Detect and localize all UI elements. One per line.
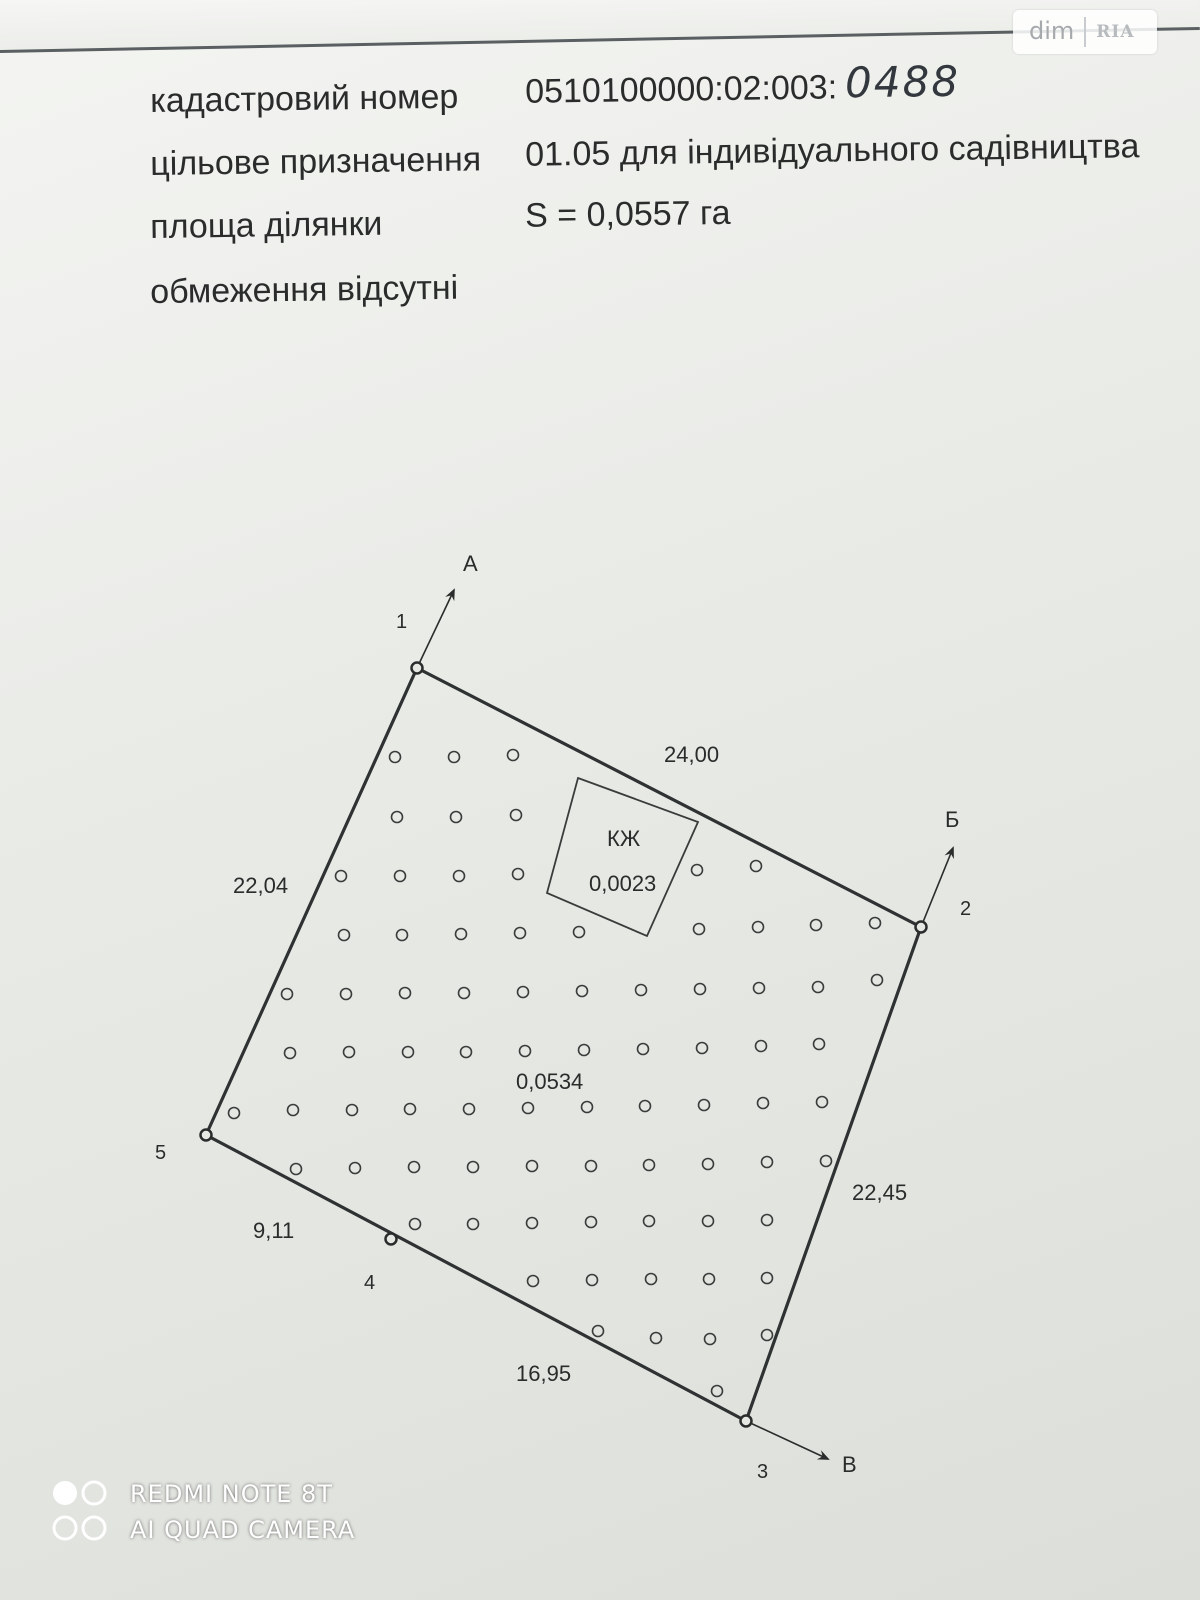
tree-symbol — [390, 752, 401, 763]
tree-symbol — [638, 1044, 649, 1055]
tree-symbol — [574, 927, 585, 938]
tree-symbol — [336, 871, 347, 882]
length-bottom-long: 16,95 — [516, 1361, 572, 1386]
tree-symbol — [704, 1274, 715, 1285]
tree-symbol — [703, 1159, 714, 1170]
tree-symbol — [285, 1048, 296, 1059]
tree-symbol — [518, 987, 529, 998]
area-value: S = 0,0557 га — [524, 193, 731, 235]
tree-symbol — [400, 988, 411, 999]
tree-symbol — [586, 1161, 597, 1172]
tree-symbol — [651, 1333, 662, 1344]
tree-symbol — [350, 1163, 361, 1174]
tree-symbol — [347, 1105, 358, 1116]
tree-symbol — [341, 989, 352, 1000]
tree-symbol — [644, 1160, 655, 1171]
tree-symbol — [282, 989, 293, 1000]
tree-symbol — [644, 1216, 655, 1227]
tree-symbol — [459, 988, 470, 999]
tree-symbol — [813, 982, 824, 993]
tree-symbol — [511, 810, 522, 821]
tree-symbol — [449, 752, 460, 763]
tree-symbol — [513, 869, 524, 880]
tree-symbol — [586, 1217, 597, 1228]
tree-symbol — [451, 812, 462, 823]
tree-symbol — [762, 1273, 773, 1284]
tree-symbol — [508, 750, 519, 761]
vertex-4 — [386, 1234, 397, 1245]
tree-symbol — [756, 1041, 767, 1052]
tree-symbol — [753, 922, 764, 933]
tree-symbol — [754, 983, 765, 994]
direction-label-v: В — [842, 1452, 857, 1477]
tree-symbol — [577, 986, 588, 997]
point-label-2: 2 — [960, 898, 972, 920]
tree-symbol — [587, 1275, 598, 1286]
tree-symbol — [758, 1098, 769, 1109]
tree-symbol — [461, 1047, 472, 1058]
watermark-ria: RIA — [1096, 22, 1135, 42]
tree-symbol — [705, 1334, 716, 1345]
tree-symbol — [288, 1105, 299, 1116]
point-label-3: 3 — [757, 1461, 769, 1483]
tree-symbol — [712, 1386, 723, 1397]
point-label-5: 5 — [155, 1142, 167, 1164]
tree-symbol — [523, 1103, 534, 1114]
tree-symbol — [636, 985, 647, 996]
camera-lens-icon — [50, 1478, 110, 1542]
tree-symbol — [762, 1215, 773, 1226]
tree-symbol — [520, 1046, 531, 1057]
tree-symbol — [515, 928, 526, 939]
cadastral-number-value: 0510100000:02:003: — [524, 68, 838, 111]
direction-label-b: Б — [945, 807, 960, 832]
tree-symbol — [640, 1101, 651, 1112]
length-right: 22,45 — [852, 1180, 908, 1205]
tree-symbol — [344, 1047, 355, 1058]
tree-symbol — [410, 1219, 421, 1230]
purpose-value: 01.05 для індивідуального садівництва — [524, 127, 1140, 174]
camera-watermark — [50, 1478, 390, 1558]
tree-symbol — [821, 1156, 832, 1167]
tree-symbol — [339, 930, 350, 941]
length-bottom-short: 9,11 — [253, 1218, 295, 1243]
tree-symbol — [646, 1274, 657, 1285]
purpose-label: цільове призначення — [150, 140, 482, 183]
tree-symbol — [468, 1219, 479, 1230]
vertex-5 — [201, 1130, 212, 1141]
camera-caption: AI QUAD CAMERA — [130, 1516, 356, 1544]
cadastral-number-handwritten: 0488 — [844, 56, 961, 108]
area-label: площа ділянки — [150, 204, 383, 246]
tree-symbol — [392, 812, 403, 823]
tree-symbol — [870, 918, 881, 929]
tree-symbol — [751, 861, 762, 872]
tree-symbol — [762, 1157, 773, 1168]
tree-symbol — [527, 1161, 538, 1172]
tree-symbol — [291, 1164, 302, 1175]
restrictions-label: обмеження відсутні — [150, 268, 459, 311]
vertex-1 — [412, 663, 423, 674]
tree-symbol — [403, 1047, 414, 1058]
vertex-2 — [916, 922, 927, 933]
tree-symbol — [464, 1104, 475, 1115]
arrow-v — [746, 1421, 828, 1459]
tree-symbol — [694, 924, 705, 935]
tree-symbol — [468, 1162, 479, 1173]
point-label-4: 4 — [364, 1272, 376, 1294]
camera-model: REDMI NOTE 8T — [130, 1480, 333, 1508]
length-left: 22,04 — [233, 873, 289, 898]
tree-symbol — [762, 1330, 773, 1341]
tree-symbol — [456, 929, 467, 940]
vertex-3 — [741, 1416, 752, 1427]
tree-symbol — [872, 975, 883, 986]
building-label: КЖ — [607, 826, 641, 851]
direction-label-a: А — [463, 551, 478, 576]
garden-area: 0,0534 — [516, 1069, 584, 1094]
tree-symbol — [395, 871, 406, 882]
tree-symbol — [593, 1326, 604, 1337]
watermark-dim: dim — [1013, 17, 1086, 47]
length-top: 24,00 — [664, 742, 720, 767]
tree-symbol — [692, 865, 703, 876]
tree-symbol — [703, 1216, 714, 1227]
tree-symbol — [229, 1108, 240, 1119]
arrow-b — [921, 848, 953, 927]
tree-symbol — [454, 871, 465, 882]
arrow-a — [417, 590, 454, 668]
tree-symbol — [697, 1043, 708, 1054]
tree-symbol — [699, 1100, 710, 1111]
tree-symbol — [527, 1218, 538, 1229]
tree-symbol — [579, 1045, 590, 1056]
tree-symbol — [582, 1102, 593, 1113]
tree-symbol — [405, 1104, 416, 1115]
tree-symbol — [695, 984, 706, 995]
cadastral-number-label: кадастровий номер — [150, 77, 459, 120]
tree-symbol — [817, 1097, 828, 1108]
tree-symbol — [528, 1276, 539, 1287]
point-label-1: 1 — [396, 611, 408, 633]
tree-symbol — [814, 1039, 825, 1050]
tree-symbol — [397, 930, 408, 941]
tree-symbol — [811, 920, 822, 931]
tree-symbol — [409, 1162, 420, 1173]
building-area: 0,0023 — [589, 871, 657, 896]
